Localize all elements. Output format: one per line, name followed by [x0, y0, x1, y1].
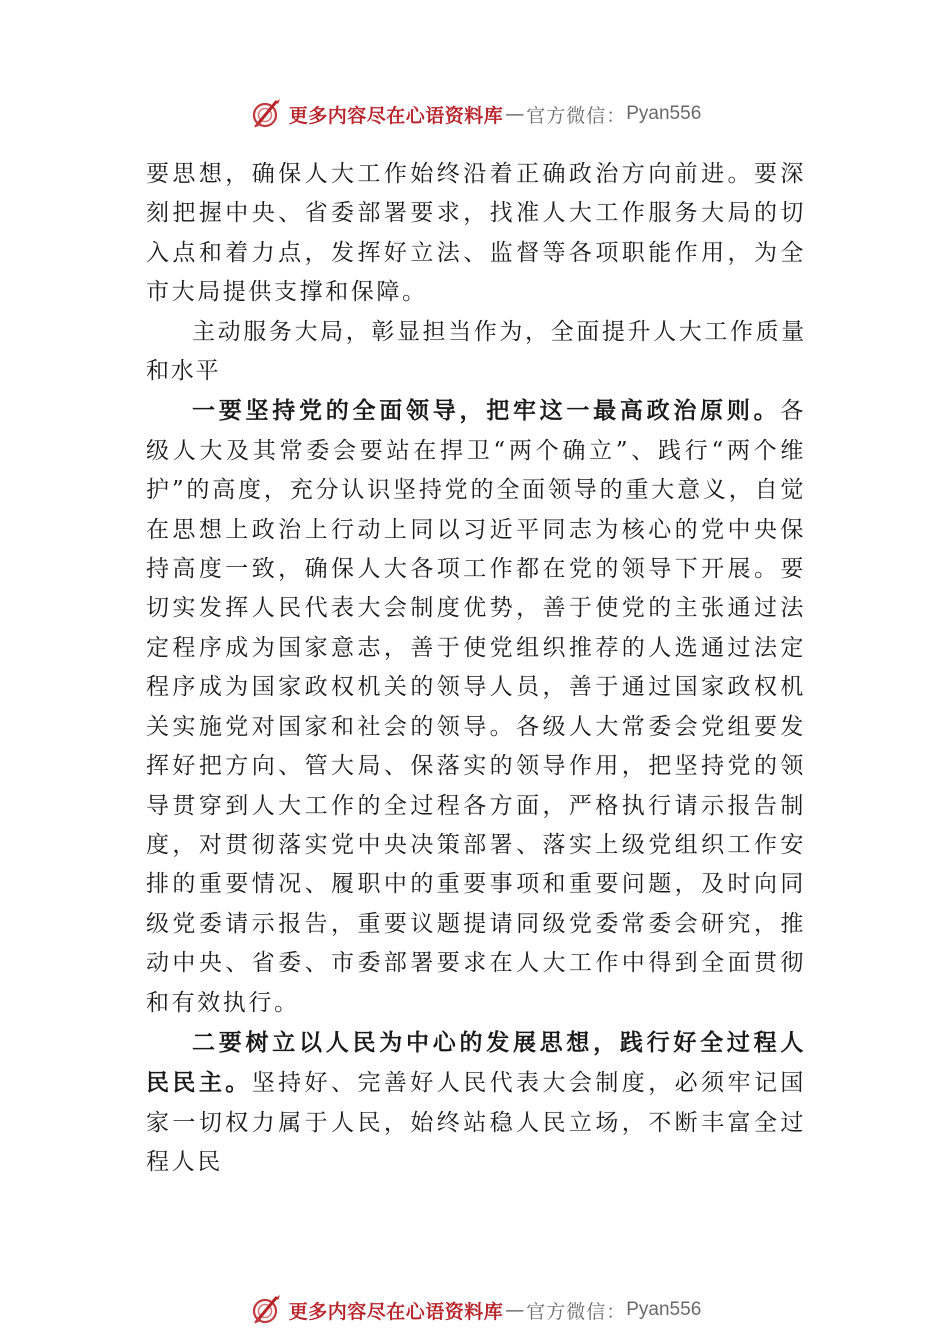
brush-logo-icon	[249, 97, 283, 131]
footer-wechat-label: 官方微信：	[526, 1300, 627, 1323]
header-brand: 更多内容尽在心语资料库	[288, 104, 504, 127]
point-two-text: 坚持好、完善好人民代表大会制度，必须牢记国家一切权力属于人民，始终站稳人民立场，不断丰富全过程人民	[146, 1070, 806, 1176]
point-one-text: 各级人大及其常委会要站在捍卫“两个确立”、践行“两个维护”的高度，充分认识坚持党的全面领导的重大意义，自觉在思想上政治上行动上同以习近平同志为核心的党中央保持高度一致，确保人大各项工作都在党的领导下开展。要切实发挥人民代表大会制度优势，善于使党的主张通过法定程序成为国家意志，善于使党组织推荐的人选通过法定程序成为国家政权机关的领导人员，善于通过国家政权机关实施党对国家和社会的领导。各级人大常委会党组要发挥好把方向、管大局、保落实的领导作用，把坚持党的领导贯穿到人大工作的全过程各方面，严格执行请示报告制度，对贯彻落实党中央决策部署、落实上级党组织工作安排的重要情况、履职中的重要事项和重要问题，及时向同级党委请示报告，重要议题提请同级党委常委会研究，推动中央、省委、市委部署要求在人大工作中得到全面贯彻和有效执行。	[146, 398, 806, 1016]
section-subheading: 主动服务大局，彰显担当作为，全面提升人大工作质量和水平	[146, 318, 806, 385]
footer-watermark	[0, 1290, 950, 1330]
header-watermark	[0, 94, 950, 134]
brush-logo-icon	[249, 1293, 283, 1327]
footer-wechat-id: Pyan556	[626, 1299, 702, 1320]
footer-dash: —	[505, 1299, 525, 1321]
header-dash: —	[505, 103, 525, 125]
point-two-heading: 二要树立以人民为中心的发展思想，践行好全过程人民民主。	[146, 1028, 806, 1097]
paragraph-continued: 要思想，确保人大工作始终沿着正确政治方向前进。要深刻把握中央、省委部署要求，找准人大工作服务大局的切入点和着力点，发挥好立法、监督等各项职能作用，为全市大局提供支撑和保障。	[146, 161, 806, 306]
paragraph-point-one	[146, 391, 806, 1023]
header-wechat-label: 官方微信：	[526, 104, 627, 127]
point-one-heading: 一要坚持党的全面领导，把牢这一最高政治原则。	[192, 397, 781, 425]
footer-brand: 更多内容尽在心语资料库	[288, 1300, 504, 1323]
paragraph-point-two	[146, 1023, 806, 1183]
document-body	[146, 155, 806, 1183]
header-wechat-id: Pyan556	[626, 103, 702, 124]
